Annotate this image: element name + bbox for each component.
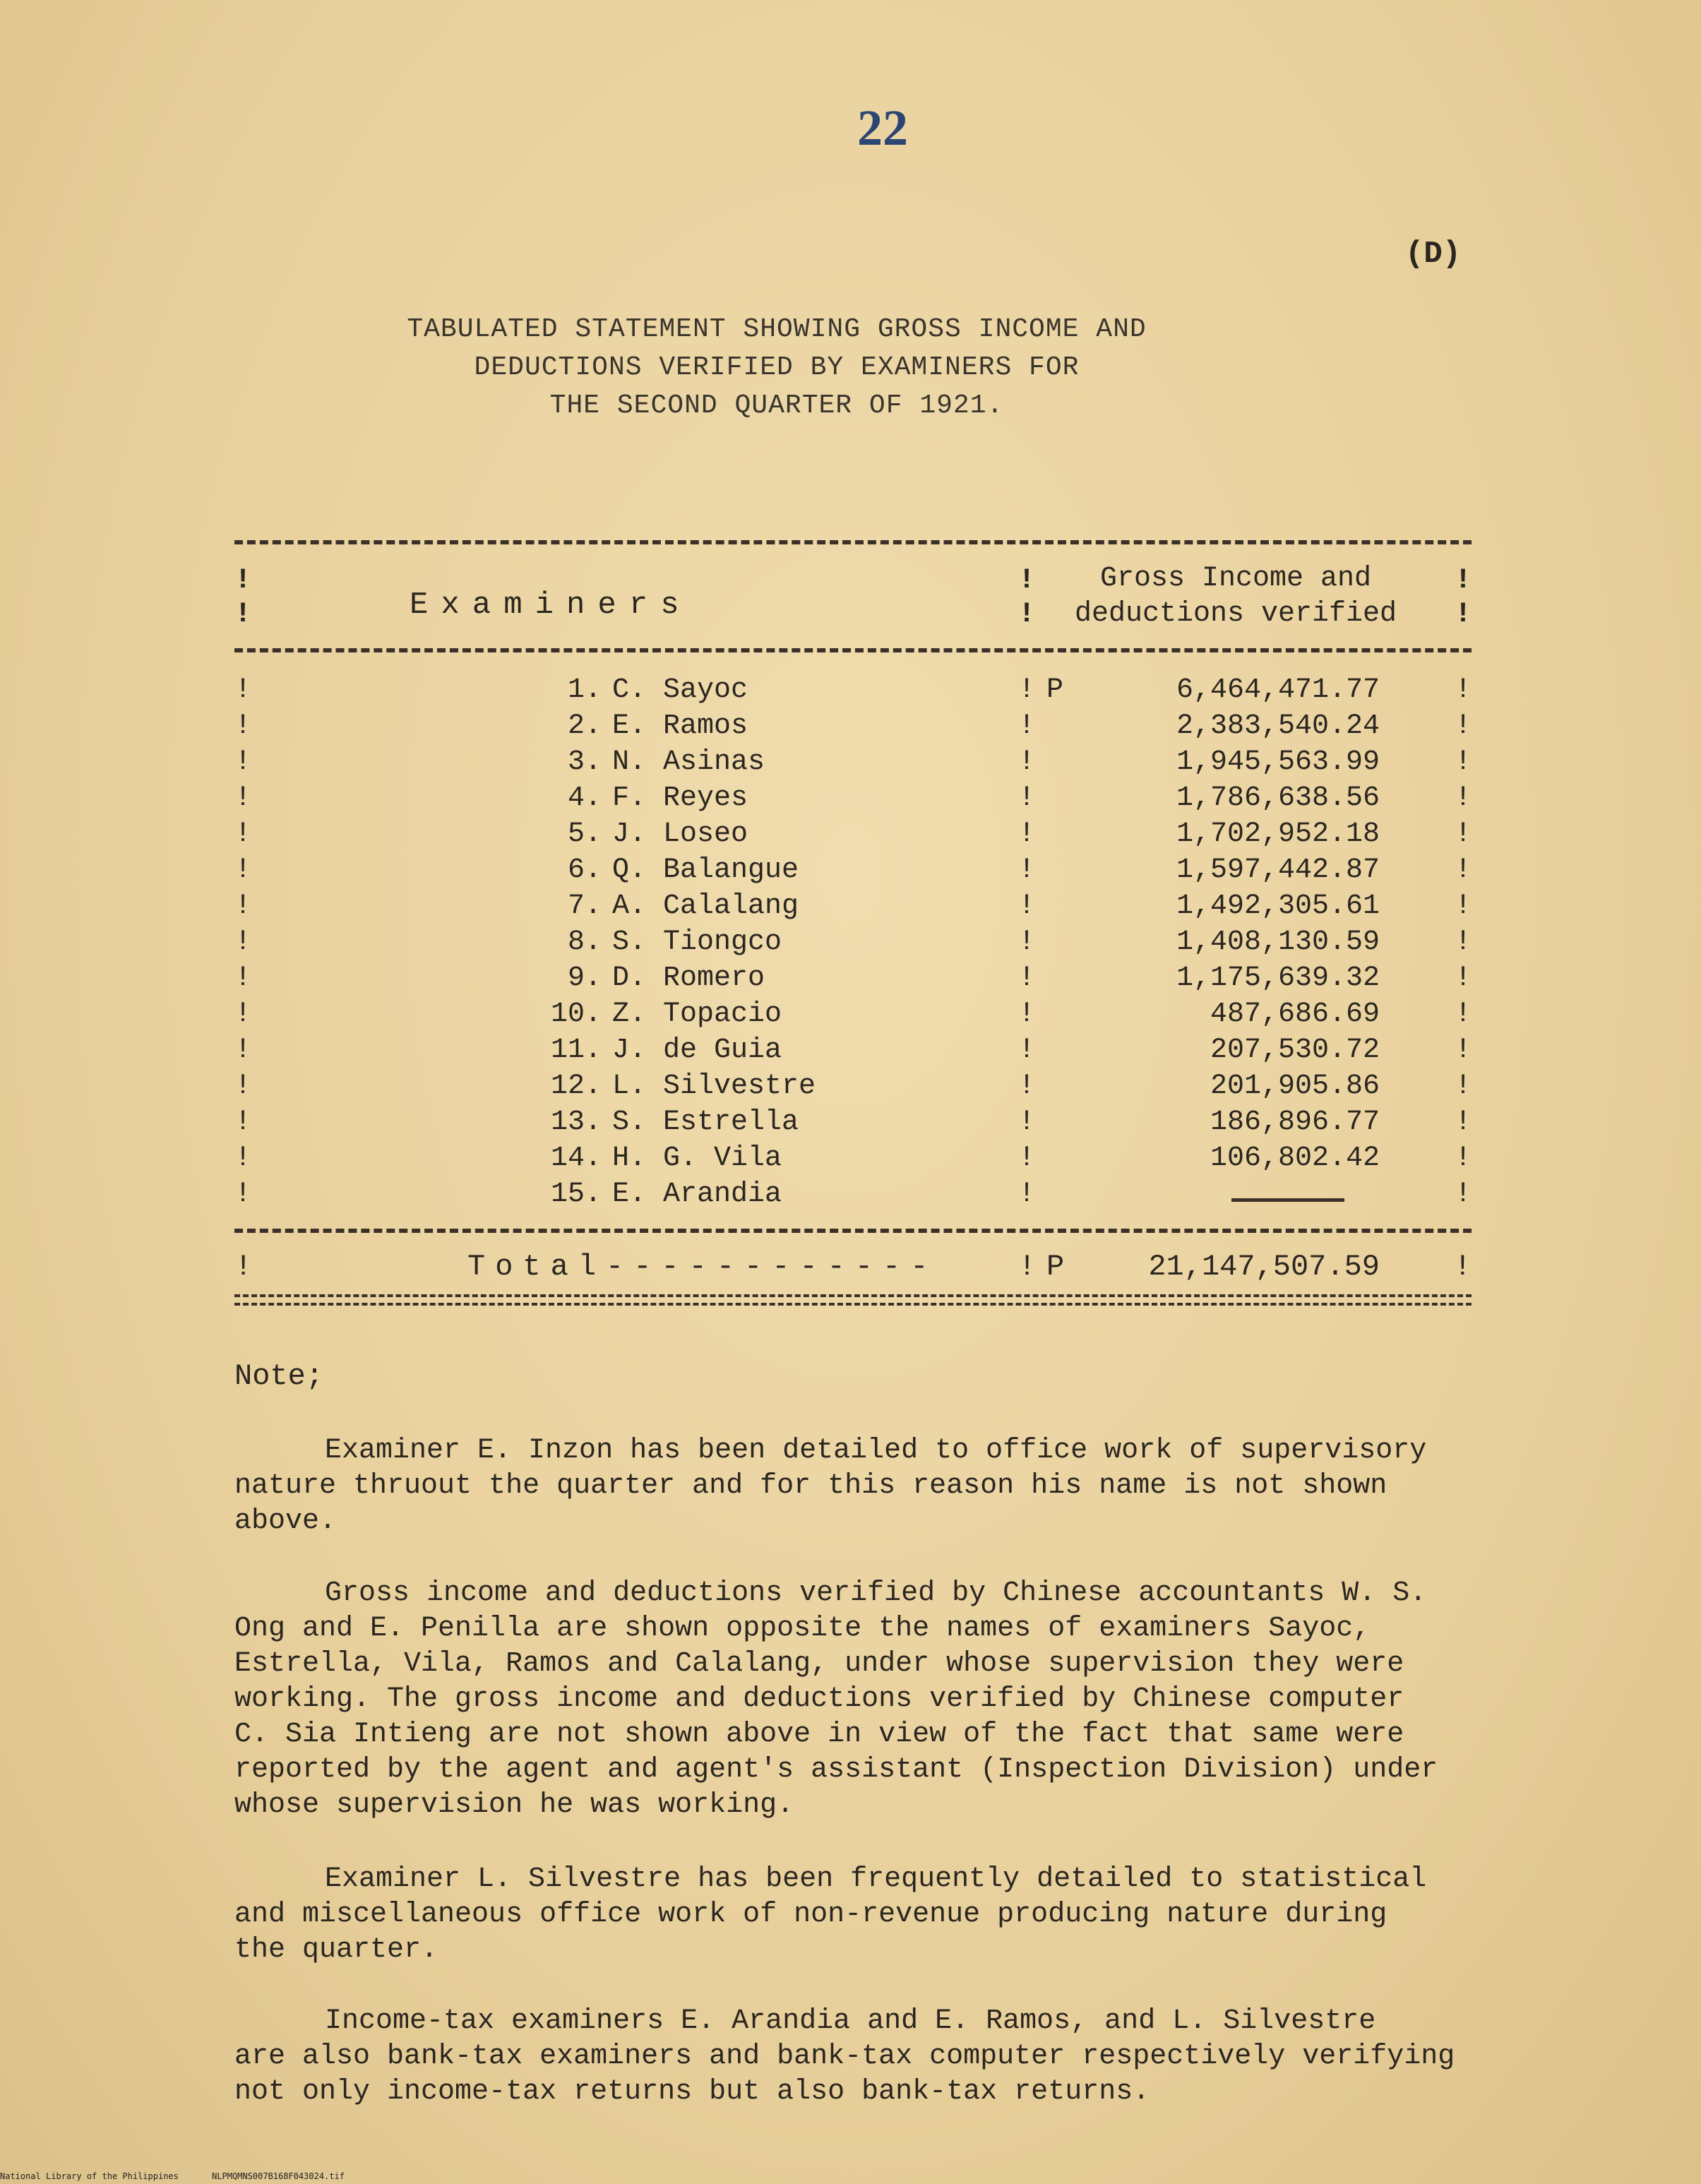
table-border: !: [1018, 674, 1036, 706]
examiner-name: E. Ramos: [612, 710, 748, 742]
table-border: !: [234, 746, 252, 778]
examiner-name: J. de Guia: [612, 1034, 782, 1066]
table-border: !: [1454, 1070, 1472, 1102]
amount: 2,383,540.24: [1176, 710, 1380, 742]
row-number: 6.: [567, 854, 602, 886]
table-row: [234, 890, 1472, 926]
table-border: !: [1018, 854, 1036, 886]
amount: 6,464,471.77: [1176, 674, 1380, 706]
note-paragraph: Income-tax examiners E. Arandia and E. Ramos, and L. Silvestre are also bank-tax examiners and bank-tax computer respectively verifying not only income-tax returns but also bank-tax returns.: [234, 2005, 1455, 2108]
table-border: !: [1018, 1250, 1037, 1284]
table-border: !: [1018, 890, 1036, 922]
table-top-rule: [234, 540, 1472, 544]
examiner-name: S. Estrella: [612, 1106, 799, 1138]
table-border: !: [1454, 962, 1472, 994]
table-border: !: [1018, 1106, 1036, 1138]
footer-file: NLPMQMNS007B168F043024.tif: [212, 2171, 345, 2181]
row-number: 12.: [550, 1070, 602, 1102]
table-border: !: [1018, 962, 1036, 994]
header-line: Gross Income and: [1099, 563, 1372, 595]
table-border: !: [234, 710, 252, 742]
table-row: [234, 818, 1472, 854]
table-border: !: [1454, 1178, 1472, 1210]
table-border: !: [1455, 565, 1472, 597]
table-border: !: [234, 926, 252, 958]
row-number: 11.: [550, 1034, 602, 1066]
row-number: 10.: [550, 998, 602, 1030]
row-number: 8.: [567, 926, 602, 958]
title-line: DEDUCTIONS VERIFIED BY EXAMINERS FOR: [474, 352, 1080, 383]
table-border: !: [1454, 782, 1472, 814]
table-border: !: [234, 565, 252, 597]
table-border: !: [1018, 926, 1036, 958]
table-border: !: [1018, 599, 1036, 631]
amount: 106,802.42: [1210, 1142, 1380, 1174]
amount: 1,597,442.87: [1176, 854, 1380, 886]
table-border: !: [234, 1178, 252, 1210]
row-number: 2.: [567, 710, 602, 742]
amount: 1,786,638.56: [1176, 782, 1380, 814]
table-border: !: [1018, 746, 1036, 778]
amount: 1,702,952.18: [1176, 818, 1380, 850]
examiner-name: N. Asinas: [612, 746, 765, 778]
amount: 1,408,130.59: [1176, 926, 1380, 958]
note-label: Note;: [234, 1359, 324, 1393]
title-line: THE SECOND QUARTER OF 1921.: [549, 390, 1004, 421]
table-border: !: [234, 1034, 252, 1066]
table-border: !: [1018, 1142, 1036, 1174]
table-border: !: [1018, 565, 1036, 597]
examiner-name: H. G. Vila: [612, 1142, 782, 1174]
note-paragraph: Examiner E. Inzon has been detailed to office work of supervisory nature thruout the quarter and for this reason his name is not shown above.: [234, 1435, 1427, 1537]
table-border: !: [1454, 854, 1472, 886]
table-border: !: [234, 674, 252, 706]
table-row: [234, 1106, 1472, 1142]
table-row: [234, 782, 1472, 818]
table-header-rule: [234, 648, 1472, 652]
table-border: !: [1018, 818, 1036, 850]
table-border: !: [234, 854, 252, 886]
table-row: [234, 746, 1472, 782]
amount: 201,905.86: [1210, 1070, 1380, 1102]
table-row: [234, 1070, 1472, 1106]
table-border: !: [234, 1250, 253, 1284]
row-number: 7.: [567, 890, 602, 922]
row-number: 9.: [567, 962, 602, 994]
note-paragraph: Gross income and deductions verified by Chinese accountants W. S. Ong and E. Penilla are shown opposite the names of examiners Sayoc, Estrella, Vila, Ramos and Calalang, under whose supervision they were working. The gross income and deductions verified by Chinese computer C. Sia Intieng are not shown above in view of the fact that same were reported by the agent and agent's assistant (Inspection Division) under whose supervision he was working.: [234, 1577, 1438, 1821]
table-border: !: [1018, 1178, 1036, 1210]
examiner-name: A. Calalang: [612, 890, 799, 922]
column-header-examiners: Examiners: [410, 587, 692, 623]
amount: 1,492,305.61: [1176, 890, 1380, 922]
amount: 487,686.69: [1210, 998, 1380, 1030]
table-border: !: [234, 1106, 252, 1138]
table-border: !: [1455, 599, 1472, 631]
amount: 1,175,639.32: [1176, 962, 1380, 994]
section-mark: (D): [1405, 237, 1462, 272]
table-border: !: [1454, 710, 1472, 742]
peso-sign: P: [1046, 1250, 1065, 1284]
table-row: [234, 1142, 1472, 1178]
table-row: [234, 1034, 1472, 1070]
examiner-name: Z. Topacio: [612, 998, 782, 1030]
table-border: !: [1018, 998, 1036, 1030]
table-row: [234, 710, 1472, 746]
table-border: !: [234, 890, 252, 922]
table-border: !: [1454, 890, 1472, 922]
column-header-gross-income: [1045, 561, 1426, 632]
row-number: 15.: [550, 1178, 602, 1210]
document-title: [395, 311, 1158, 425]
table-border: !: [234, 962, 252, 994]
row-number: 5.: [567, 818, 602, 850]
row-number: 13.: [550, 1106, 602, 1138]
table-row: [234, 926, 1472, 962]
row-number: 1.: [567, 674, 602, 706]
table-border: !: [1454, 926, 1472, 958]
examiner-name: Q. Balangue: [612, 854, 799, 886]
title-line: TABULATED STATEMENT SHOWING GROSS INCOME AND: [407, 314, 1147, 345]
table-border: !: [1018, 1034, 1036, 1066]
table-border: !: [234, 782, 252, 814]
table-row: [234, 1178, 1472, 1215]
table-border: !: [1454, 674, 1472, 706]
table-row: [234, 998, 1472, 1034]
row-number: 14.: [550, 1142, 602, 1174]
table-border: !: [1018, 782, 1036, 814]
peso-sign: P: [1046, 674, 1064, 706]
note-paragraph: Examiner L. Silvestre has been frequently detailed to statistical and miscellaneous office work of non-revenue producing nature during the quarter.: [234, 1863, 1427, 1966]
table-border: !: [1454, 746, 1472, 778]
table-bottom-rule: [234, 1294, 1472, 1306]
total-label: Total------------: [467, 1250, 938, 1284]
examiner-name: S. Tiongco: [612, 926, 782, 958]
table-row: [234, 962, 1472, 998]
examiner-name: F. Reyes: [612, 782, 748, 814]
table-total-rule: [234, 1229, 1472, 1233]
examiner-name: L. Silvestre: [612, 1070, 816, 1102]
examiner-name: D. Romero: [612, 962, 765, 994]
table-row: [234, 854, 1472, 890]
header-line: deductions verified: [1074, 598, 1397, 630]
amount: 207,530.72: [1210, 1034, 1380, 1066]
table-border: !: [1454, 998, 1472, 1030]
examiner-name: C. Sayoc: [612, 674, 748, 706]
amount: 1,945,563.99: [1176, 746, 1380, 778]
examiner-name: J. Loseo: [612, 818, 748, 850]
table-border: !: [234, 1070, 252, 1102]
scan-footer: [0, 2171, 373, 2181]
table-row: [234, 674, 1472, 710]
amount: 186,896.77: [1210, 1106, 1380, 1138]
table-border: !: [1018, 710, 1036, 742]
blank-amount-line: [1231, 1198, 1344, 1202]
table-border: !: [234, 599, 252, 631]
table-border: !: [234, 818, 252, 850]
table-border: !: [1453, 1250, 1472, 1284]
row-number: 3.: [567, 746, 602, 778]
total-amount: 21,147,507.59: [1148, 1250, 1380, 1284]
table-border: !: [234, 998, 252, 1030]
table-border: !: [1454, 1034, 1472, 1066]
examiner-name: E. Arandia: [612, 1178, 782, 1210]
table-border: !: [1454, 1106, 1472, 1138]
table-border: !: [1454, 818, 1472, 850]
footer-library: National Library of the Philippines: [0, 2171, 179, 2181]
page-number: 22: [857, 100, 908, 156]
table-border: !: [1454, 1142, 1472, 1174]
table-border: !: [1018, 1070, 1036, 1102]
row-number: 4.: [567, 782, 602, 814]
table-border: !: [234, 1142, 252, 1174]
